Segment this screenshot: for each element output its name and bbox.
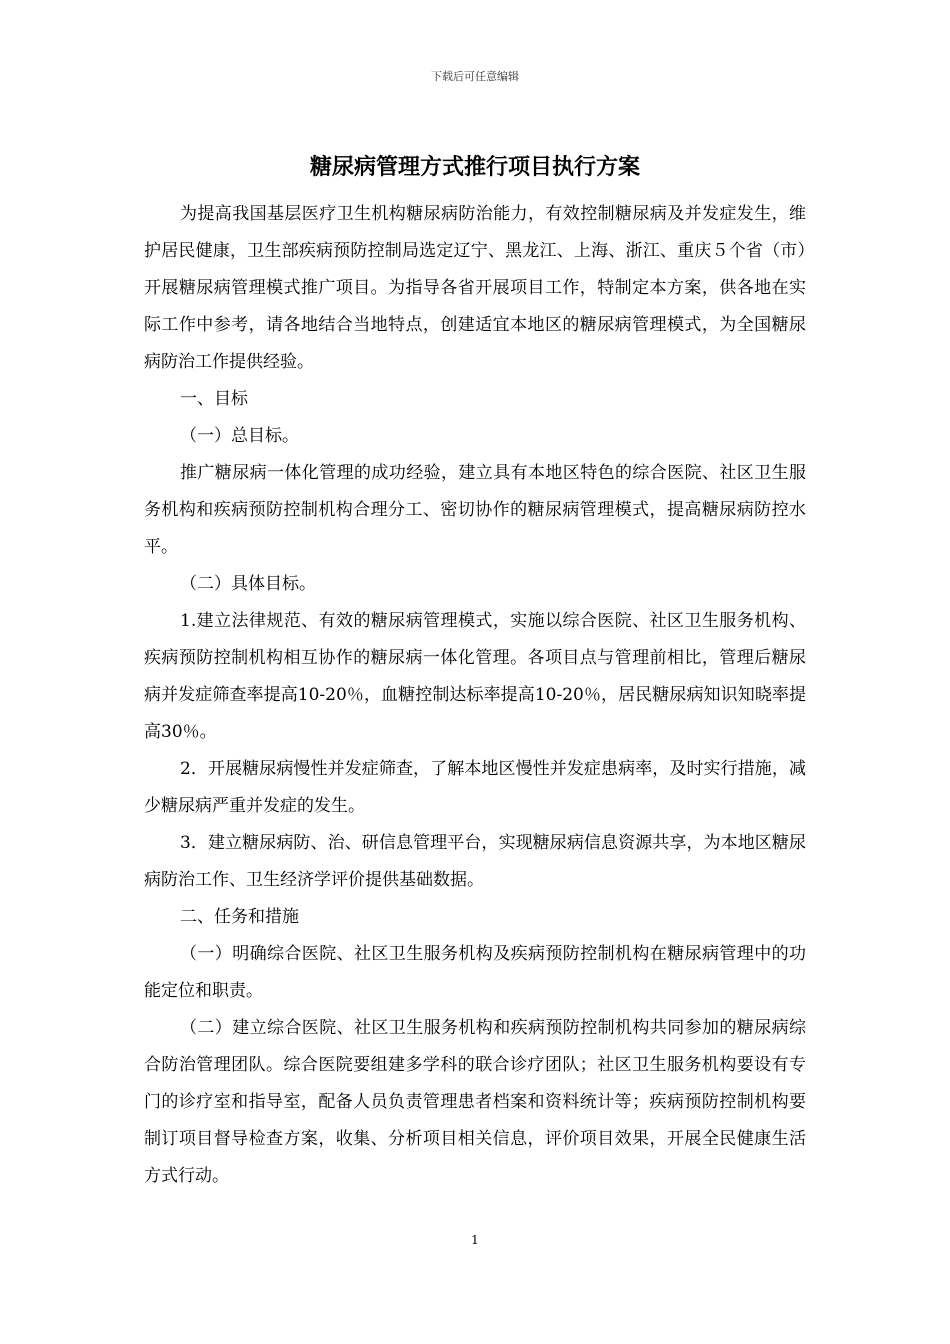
paragraph-goal-2: 2．开展糖尿病慢性并发症筛查，了解本地区慢性并发症患病率，及时实行措施，减少糖尿病严重并发症的发生。	[144, 759, 806, 816]
paragraph-overall-goal: 推广糖尿病一体化管理的成功经验，建立具有本地区特色的综合医院、社区卫生服务机构和疾病预防控制机构合理分工、密切协作的糖尿病管理模式，提高糖尿病防控水平。	[144, 463, 806, 557]
paragraph-goal-1: 1.建立法律规范、有效的糖尿病管理模式，实施以综合医院、社区卫生服务机构、疾病预防控制机构相互协作的糖尿病一体化管理。各项目点与管理前相比，管理后糖尿病并发症筛查率提高10-20％，血糖控制达标率提高10-20％，居民糖尿病知识知晓率提高30％。	[144, 611, 806, 742]
paragraph-intro: 为提高我国基层医疗卫生机构糖尿病防治能力，有效控制糖尿病及并发症发生，维护居民健康，卫生部疾病预防控制局选定辽宁、黑龙江、上海、浙江、重庆５个省（市）开展糖尿病管理模式推广项目。为指导各省开展项目工作，特制定本方案，供各地在实际工作中参考，请各地结合当地特点，创建适宜本地区的糖尿病管理模式，为全国糖尿病防治工作提供经验。	[144, 204, 806, 372]
paragraph-task-1: （一）明确综合医院、社区卫生服务机构及疾病预防控制机构在糖尿病管理中的功能定位和职责。	[144, 944, 806, 1001]
heading-goals: 一、目标	[180, 389, 248, 409]
subheading-specific-goals: （二）具体目标。	[180, 574, 316, 594]
subheading-overall-goal: （一）总目标。	[180, 426, 299, 446]
page-header: 下载后可任意编辑	[431, 70, 519, 83]
paragraph-goal-3: 3．建立糖尿病防、治、研信息管理平台，实现糖尿病信息资源共享，为本地区糖尿病防治工作、卫生经济学评价提供基础数据。	[144, 833, 806, 890]
document-body	[144, 196, 806, 1195]
heading-tasks: 二、任务和措施	[180, 907, 299, 927]
document-title: 糖尿病管理方式推行项目执行方案	[309, 154, 640, 180]
page-number: 1	[471, 1233, 479, 1247]
paragraph-task-2: （二）建立综合医院、社区卫生服务机构和疾病预防控制机构共同参加的糖尿病综合防治管理团队。综合医院要组建多学科的联合诊疗团队；社区卫生服务机构要设有专门的诊疗室和指导室，配备人员负责管理患者档案和资料统计等；疾病预防控制机构要制订项目督导检查方案，收集、分析项目相关信息，评价项目效果，开展全民健康生活方式行动。	[144, 1018, 806, 1186]
